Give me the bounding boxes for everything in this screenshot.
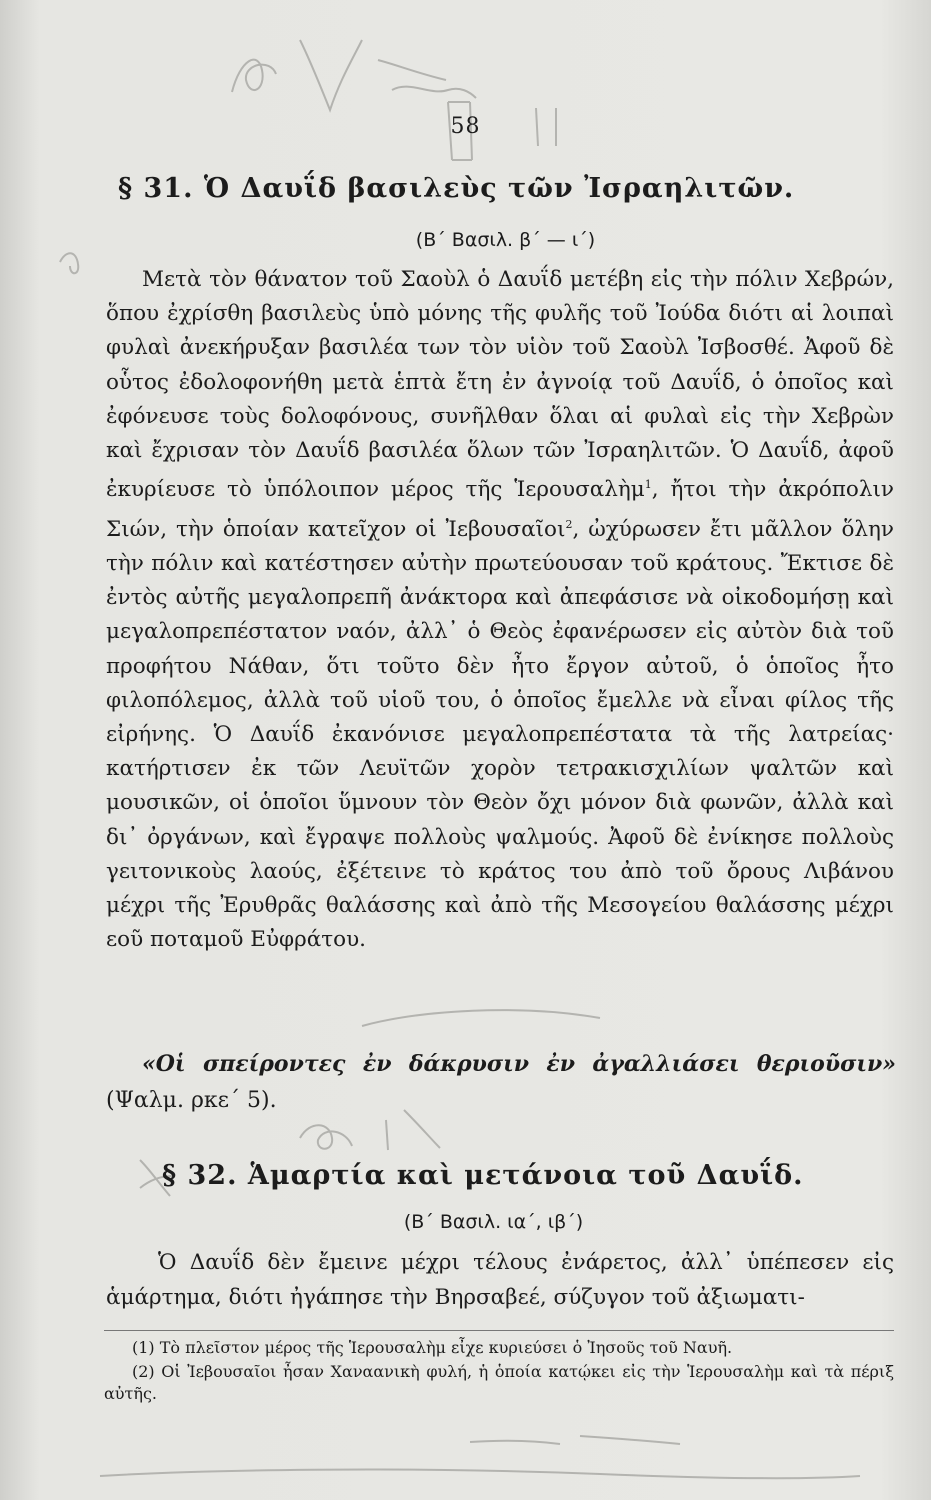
footnote-2: (2) Οἱ Ἰεβουσαῖοι ἦσαν Χαναανικὴ φυλή, ἡ ὁποία κατῴκει εἰς τὴν Ἱερουσαλὴμ καὶ τὰ πέριξ αὐτῆς. (104, 1362, 894, 1403)
footnotes (104, 1330, 894, 1407)
footnote-marker-1: 1 (644, 478, 652, 492)
quote-reference: (Ψαλμ. ρκε΄ 5). (106, 1088, 277, 1113)
section-31-paragraph (106, 263, 894, 957)
quote-text: «Οἱ σπείροντες ἐν δάκρυσιν ἐν ἀγαλλιάσει θεριοῦσιν» (142, 1051, 896, 1077)
section-32-title: § 32. Ἁμαρτία καὶ μετάνοια τοῦ Δαυΐδ. (162, 1160, 804, 1191)
page-number: 58 (450, 114, 481, 139)
paragraph-text-c: , ὠχύρωσεν ἔτι μᾶλλον ὅλην τὴν πόλιν καὶ κατέστησεν αὐτὴν πρωτεύουσαν τοῦ κράτους. Ἔκτισε δὲ ἐντὸς αὐτῆς μεγαλοπρεπῆ ἀνάκτορα καὶ ἀπεφάσισε νὰ οἰκοδομήσῃ καὶ μεγαλοπρεπέστατον ναόν, ἀλλ᾽ ὁ Θεὸς ἐφανέρωσεν εἰς αὐτὸν διὰ τοῦ προφήτου Νάθαν, ὅτι τοῦτο δὲν ἦτο ἔργον αὐτοῦ, ὁ ὁποῖος ἦτο φιλοπόλεμος, ἀλλὰ τοῦ υἱοῦ του, ὁ ὁποῖος ἔμελλε νὰ εἶναι φίλος τῆς εἰρήνης. Ὁ Δαυΐδ ἐκανόνισε μεγαλοπρεπέστατα τὰ τῆς λατρείας· κατήρτισεν ἐκ τῶν Λευϊτῶν χορὸν τετρακισχιλίων ψαλτῶν καὶ μουσικῶν, οἱ ὁποῖοι ὕμνουν τὸν Θεὸν ὄχι μόνον διὰ φωνῶν, ἀλλὰ καὶ δι᾽ ὀργάνων, καὶ ἔγραψε πολλοὺς ψαλμούς. Ἀφοῦ δὲ ἐνίκησε πολλοὺς γειτονικοὺς λαούς, ἐξέτεινε τὸ κράτος του ἀπὸ τοῦ ὄρους Λιβάνου μέχρι τῆς Ἐρυθρᾶς θαλάσσης καὶ ἀπὸ τῆς Μεσογείου θαλάσσης μέχρι εοῦ ποταμοῦ Εὐφράτου. (106, 516, 894, 953)
footnote-marker-2: 2 (565, 517, 573, 531)
paragraph-text-b: , ἤτοι τὴν ἀκρόπολιν Σιών, τὴν ὁποίαν κατεῖχον οἱ Ἰεβουσαῖοι (106, 477, 894, 542)
section-32-paragraph: Ὁ Δαυΐδ δὲν ἔμεινε μέχρι τέλους ἐνάρετος, ἀλλ᾽ ὑπέπεσεν εἰς ἁμάρτημα, διότι ἠγάπησε τὴν Βηρσαβεέ, σύζυγον τοῦ ἀξιωματι- (106, 1250, 894, 1310)
section-31-reference: (Β΄ Βασιλ. β΄ — ι΄) (415, 229, 596, 251)
paragraph-text: Μετὰ τὸν θάνατον τοῦ Σαοὺλ ὁ Δαυΐδ μετέβη εἰς τὴν πόλιν Χεβρών, ὅπου ἐχρίσθη βασιλεὺς ὑπὸ μόνης τῆς φυλῆς τοῦ Ἰούδα διότι αἱ λοιπαὶ φυλαὶ ἀνεκήρυξαν βασιλέα των τὸν υἱὸν τοῦ Σαοὺλ Ἰσβοσθέ. Ἀφοῦ δὲ οὗτος ἐδολοφονήθη μετὰ ἑπτὰ ἔτη ἐν ἀγνοίᾳ τοῦ Δαυΐδ, ὁ ὁποῖος καὶ ἐφόνευσε τοὺς δολοφόνους, συνῆλθαν ὅλαι αἱ φυλαὶ εἰς τὴν Χεβρὼν καὶ ἔχρισαν τὸν Δαυΐδ βασιλέα ὅλων τῶν Ἰσραηλιτῶν. Ὁ Δαυΐδ, ἀφοῦ ἐκυρίευσε τὸ ὑπόλοιπον μέρος τῆς Ἱερουσαλὴμ (106, 267, 894, 503)
section-32-reference: (Β΄ Βασιλ. ια΄, ιβ΄) (403, 1211, 584, 1233)
psalm-quote (106, 1046, 896, 1119)
footnote-1: (1) Τὸ πλεῖστον μέρος τῆς Ἱερουσαλὴμ εἶχε κυριεύσει ὁ Ἰησοῦς τοῦ Ναυῆ. (132, 1338, 733, 1357)
section-31-title: § 31. Ὁ Δαυΐδ βασιλεὺς τῶν Ἰσραηλιτῶν. (118, 173, 795, 204)
